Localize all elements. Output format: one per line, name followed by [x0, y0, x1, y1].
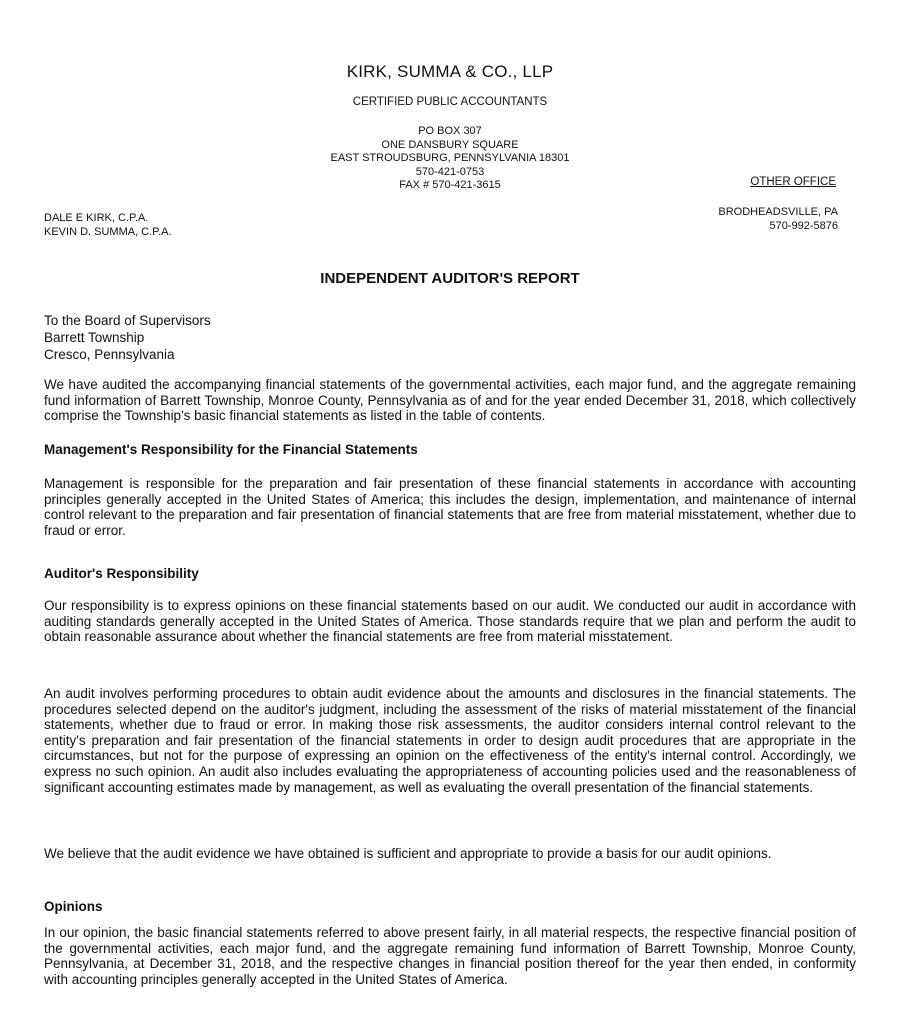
- addressee-line: Barrett Township: [44, 330, 145, 345]
- auditor-heading: Auditor's Responsibility: [44, 566, 199, 581]
- auditor-paragraph-3: We believe that the audit evidence we have obtained is sufficient and appropriate to provide a basis for our audit opinions.: [44, 846, 772, 861]
- other-office-phone: 570-992-5876: [769, 220, 838, 232]
- addressee-line: To the Board of Supervisors: [44, 313, 211, 328]
- other-office-address: [718, 205, 838, 233]
- addressee-block: [44, 312, 211, 363]
- auditor-paragraph-1: Our responsibility is to express opinions on these financial statements based on our audit. We conducted our audit in accordance with auditing standards generally accepted in the United States of America. Those standards require that we plan and perform the audit to obtain reasonable assurance about whether the financial statements are free from material misstatement.: [44, 598, 856, 645]
- address-line: EAST STROUDSBURG, PENNSYLVANIA 18301: [330, 152, 570, 164]
- other-office-city: BRODHEADSVILLE, PA: [718, 206, 838, 218]
- opinions-heading: Opinions: [44, 899, 103, 914]
- intro-paragraph: We have audited the accompanying financial statements of the governmental activities, each major fund, and the aggregate remaining fund information of Barrett Township, Monroe County, Pennsylvania as of and for the year ended December 31, 2018, which collectively comprise the Township's basic financial statements as listed in the table of contents.: [44, 377, 856, 424]
- address-line: ONE DANSBURY SQUARE: [381, 138, 519, 151]
- other-office-label: OTHER OFFICE: [750, 176, 836, 188]
- partner-name: DALE E KIRK, C.P.A.: [44, 212, 149, 224]
- report-title: INDEPENDENT AUDITOR'S REPORT: [320, 270, 580, 287]
- opinions-paragraph: In our opinion, the basic financial statements referred to above present fairly, in all material respects, the respective financial position of the governmental activities, each major fund, and the aggregate remaining fund information of Barrett Township, Monroe County, Pennsylvania, at December 31, 2018, and the respective changes in financial position thereof for the year then ended, in conformity with accounting principles generally accepted in the United States of America.: [44, 925, 856, 987]
- firm-name: KIRK, SUMMA & CO., LLP: [346, 62, 554, 81]
- phone-number: 570-421-0753: [415, 165, 485, 178]
- partner-name: KEVIN D. SUMMA, C.P.A.: [44, 225, 172, 238]
- firm-subtitle: CERTIFIED PUBLIC ACCOUNTANTS: [352, 96, 548, 108]
- management-paragraph: Management is responsible for the preparation and fair presentation of these financial statements in accordance with accounting principles generally accepted in the United States of America; this includes the design, implementation, and maintenance of internal control relevant to the preparation and fair presentation of financial statements that are free from material misstatement, whether due to fraud or error.: [44, 476, 856, 538]
- addressee-line: Cresco, Pennsylvania: [44, 347, 175, 362]
- partner-list: [44, 212, 172, 239]
- fax-number: FAX # 570-421-3615: [399, 179, 501, 191]
- management-heading: Management's Responsibility for the Financial Statements: [44, 442, 418, 457]
- auditor-paragraph-2: An audit involves performing procedures to obtain audit evidence about the amounts and disclosures in the financial statements. The procedures selected depend on the auditor's judgment, including the assessment of the risks of material misstatement of the financial statements, whether due to fraud or error. In making those risk assessments, the auditor considers internal control relevant to the entity's preparation and fair presentation of the financial statements in order to design audit procedures that are appropriate in the circumstances, but not for the purpose of expressing an opinion on the effectiveness of the entity's internal control. Accordingly, we express no such opinion. An audit also includes evaluating the appropriateness of accounting policies used and the reasonableness of significant accounting estimates made by management, as well as evaluating the overall presentation of the financial statements.: [44, 686, 856, 795]
- address-line: PO BOX 307: [418, 125, 482, 137]
